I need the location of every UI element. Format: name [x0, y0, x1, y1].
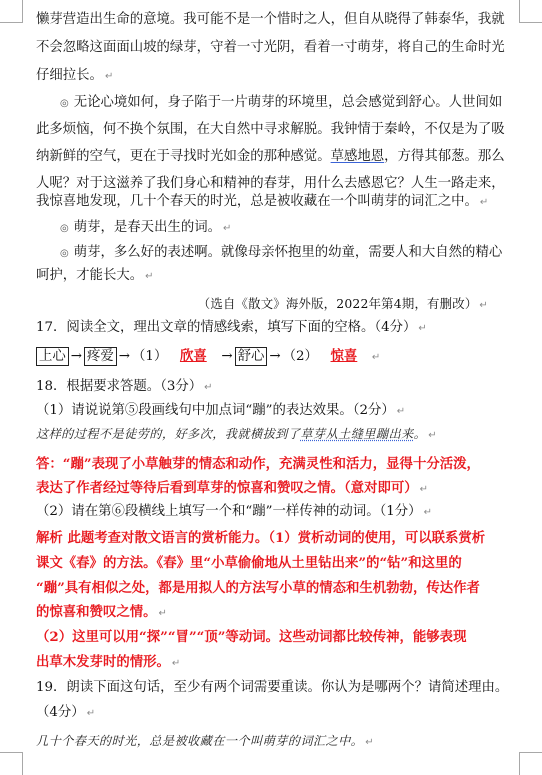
paragraph-mark-icon: ↵ — [171, 658, 181, 669]
explanation-text: （2）这里可以用“探”“冒”“顶”等动词。这些动词都比较传神，能够表现 — [36, 629, 467, 645]
passage-line: 我惊喜地发现，几十个春天的时光，总是被收藏在一个叫萌芽的词汇之中。 ↵ — [36, 194, 489, 209]
paragraph-mark-icon: ↵ — [428, 430, 438, 441]
blank-label: （2） — [282, 349, 318, 364]
passage-line: 呵护，才能长大。 ↵ — [36, 268, 154, 283]
paragraph-mark-icon: ↵ — [479, 300, 488, 311]
answer-blank: 欣喜 — [179, 348, 207, 364]
paragraph-mark-icon: ↵ — [104, 71, 114, 82]
paragraph-bullet-icon: ◎ — [60, 98, 69, 109]
question-17-stem: 17．阅读全文，理出文章的情感线索，填写下面的空格。（4分） ↵ — [36, 320, 427, 335]
passage-line: 不会忽略这面面山坡的绿芽，守着一寸光阴，看着一寸萌芽，将自己的生命时光 — [36, 40, 505, 55]
paragraph-bullet-icon: ◎ — [60, 223, 69, 234]
question-19-score: （4分） ↵ — [36, 705, 96, 720]
crop-mark-top-left — [0, 0, 23, 23]
answer-text: 表达了作者经过等待后看到草芽的惊喜和赞叹之情。（意对即可） ↵ — [36, 480, 429, 496]
passage-line: ◎ 无论心境如何，身子陷于一片萌芽的环境里，总会感觉到舒心。人世间如 — [60, 95, 503, 110]
passage-line: ◎ 萌芽，是春天出生的词。 ↵ — [60, 220, 232, 235]
passage-line: 此多烦恼，何不换个氛围，在大自然中寻求解脱。我钟情于秦岭，不仅是为了吸 — [36, 122, 505, 137]
paragraph-mark-icon: ↵ — [418, 323, 427, 334]
paragraph-mark-icon: ↵ — [479, 197, 489, 208]
question-18-stem: 18．根据要求答题。（3分） ↵ — [36, 379, 213, 394]
emotion-box: 疼爱 — [84, 347, 117, 366]
explanation-text: “蹦”具有相似之处，都是用拟人的方法写小草的情态和生机勃勃，传达作者 — [36, 580, 480, 596]
paragraph-mark-icon: ↵ — [86, 708, 96, 719]
paragraph-mark-icon: ↵ — [396, 406, 406, 417]
passage-line: 人呢？对于这滋养了我们身心和精神的春芽，用什么去感恩它？人生一路走来， — [36, 176, 505, 191]
explanation-text: 的惊喜和赞叹之情。 ↵ — [36, 604, 167, 620]
question-17-flow — [36, 346, 380, 368]
paragraph-mark-icon: ↵ — [423, 507, 432, 518]
answer-blank: 惊喜 — [330, 348, 358, 364]
answer-text: 答：“蹦”表现了小草触芽的情态和动作，充满灵性和活力，显得十分活泼， — [36, 456, 480, 472]
paragraph-mark-icon: ↵ — [419, 484, 429, 495]
passage-source: （选自《散文》海外版，2022年第4期，有删改） ↵ — [197, 296, 488, 311]
crop-mark-top-right — [519, 0, 542, 23]
paragraph-mark-icon: ↵ — [158, 608, 167, 619]
blank-label: （1） — [132, 349, 168, 364]
question-18-sub1: （1）请说说第⑤段画线句中加点词“蹦”的表达效果。（2分） ↵ — [36, 403, 406, 418]
paragraph-mark-icon: ↵ — [223, 223, 232, 234]
question-19-stem: 19．朗读下面这句话，至少有两个词需要重读。你认为是哪两个？请简述理由。 — [36, 680, 509, 695]
explanation-text: 解析 此题考查对散文语言的赏析能力。（1）赏析动词的使用，可以联系赏析 — [36, 530, 486, 546]
passage-line: 纳新鲜的空气，更在于寻找时光如金的那种感觉。草感地恩，方得其郁葱。那么 — [36, 149, 505, 164]
paragraph-mark-icon: ↵ — [365, 737, 375, 748]
quoted-sentence: 这样的过程不是徒劳的，好多次，我就横拔到了草芽从土缝里蹦出来。 ↵ — [36, 427, 438, 441]
paragraph-mark-icon: ↵ — [204, 382, 213, 393]
passage-line: 仔细拉长。 ↵ — [36, 68, 114, 83]
paragraph-mark-icon: ↵ — [371, 352, 381, 363]
arrow-icon: → — [70, 349, 83, 364]
arrow-icon: → — [118, 349, 131, 364]
paragraph-bullet-icon: ◎ — [60, 248, 69, 259]
emotion-box: 上心 — [36, 347, 69, 366]
explanation-text: 课文《春》的方法。《春》里“小草偷偷地从土里钻出来”的“钻”和这里的 — [36, 555, 462, 571]
crop-mark-bottom-left — [0, 752, 23, 775]
quoted-sentence: 几十个春天的时光，总是被收藏在一个叫萌芽的词汇之中。 ↵ — [36, 734, 375, 748]
emotion-box: 舒心 — [235, 347, 268, 366]
passage-line: 懒芽营造出生命的意境。我可能不是一个惜时之人，但自从晓得了韩泰华，我就 — [36, 12, 505, 27]
question-18-sub2: （2）请在第⑥段横线上填写一个和“蹦”一样传神的动词。（1分） ↵ — [36, 504, 432, 519]
paragraph-mark-icon: ↵ — [145, 271, 154, 282]
explanation-text: 出草木发芽时的情形。 ↵ — [36, 654, 181, 670]
arrow-icon: → — [221, 349, 233, 364]
crop-mark-bottom-right — [519, 752, 542, 775]
passage-line: ◎ 萌芽，多么好的表述啊。就像母亲怀抱里的幼童，需要人和大自然的精心 — [60, 245, 503, 260]
arrow-icon: → — [269, 349, 281, 364]
